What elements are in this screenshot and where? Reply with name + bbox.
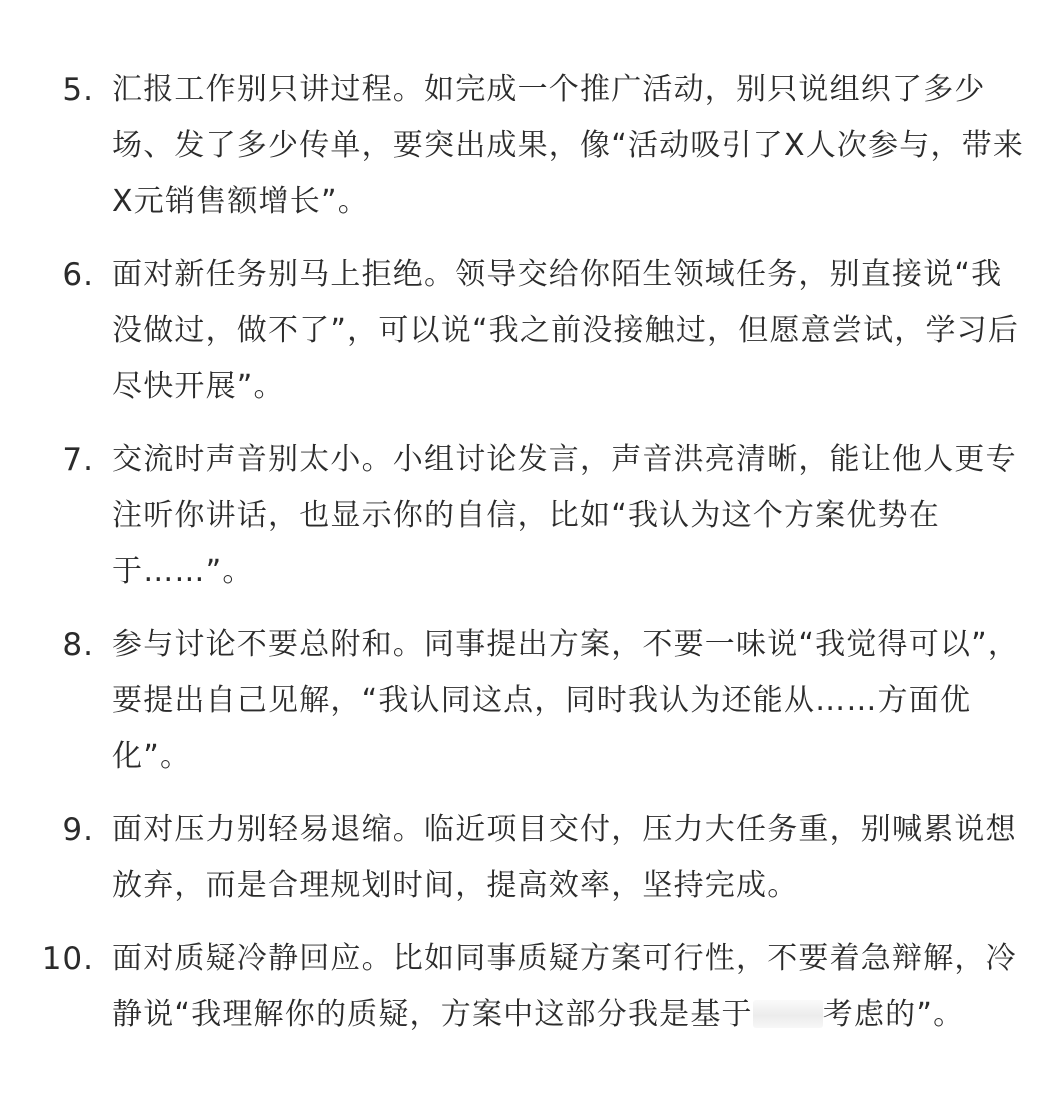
item-text-after: 考虑的”。	[822, 997, 965, 1032]
numbered-list	[0, 62, 1055, 1060]
item-number: 8.	[62, 627, 94, 663]
item-number: 7.	[62, 442, 94, 478]
item-text: 面对新任务别马上拒绝。领导交给你陌生领域任务，别直接说“我没做过，做不了”，可以说“我之前没接触过，但愿意尝试，学习后尽快开展”。	[112, 257, 1020, 404]
item-text: 交流时声音别太小。小组讨论发言，声音洪亮清晰，能让他人更专注听你讲话，也显示你的自信，比如“我认为这个方案优势在于……”。	[112, 442, 1017, 589]
redacted-blank	[753, 1000, 823, 1028]
list-item-10	[0, 931, 1055, 1043]
item-text: 参与讨论不要总附和。同事提出方案，不要一味说“我觉得可以”，要提出自己见解，“我认同这点，同时我认为还能从……方面优化”。	[112, 627, 1020, 774]
item-text: 面对压力别轻易退缩。临近项目交付，压力大任务重，别喊累说想放弃，而是合理规划时间，提高效率，坚持完成。	[112, 812, 1017, 903]
item-text-before: 面对质疑冷静回应。比如同事质疑方案可行性，不要着急辩解，冷静说“我理解你的质疑，方案中这部分我是基于	[112, 941, 1017, 1032]
list-item-5	[0, 62, 1055, 230]
list-item-8	[0, 617, 1055, 785]
item-number: 9.	[62, 812, 94, 848]
item-number: 6.	[62, 257, 94, 293]
item-text: 汇报工作别只讲过程。如完成一个推广活动，别只说组织了多少场、发了多少传单，要突出成果，像“活动吸引了X人次参与，带来X元销售额增长”。	[112, 72, 1025, 219]
list-item-7	[0, 432, 1055, 600]
list-item-9	[0, 802, 1055, 914]
list-item-6	[0, 247, 1055, 415]
item-text	[112, 931, 1027, 1043]
item-number: 10.	[41, 941, 94, 977]
item-number: 5.	[62, 72, 94, 108]
